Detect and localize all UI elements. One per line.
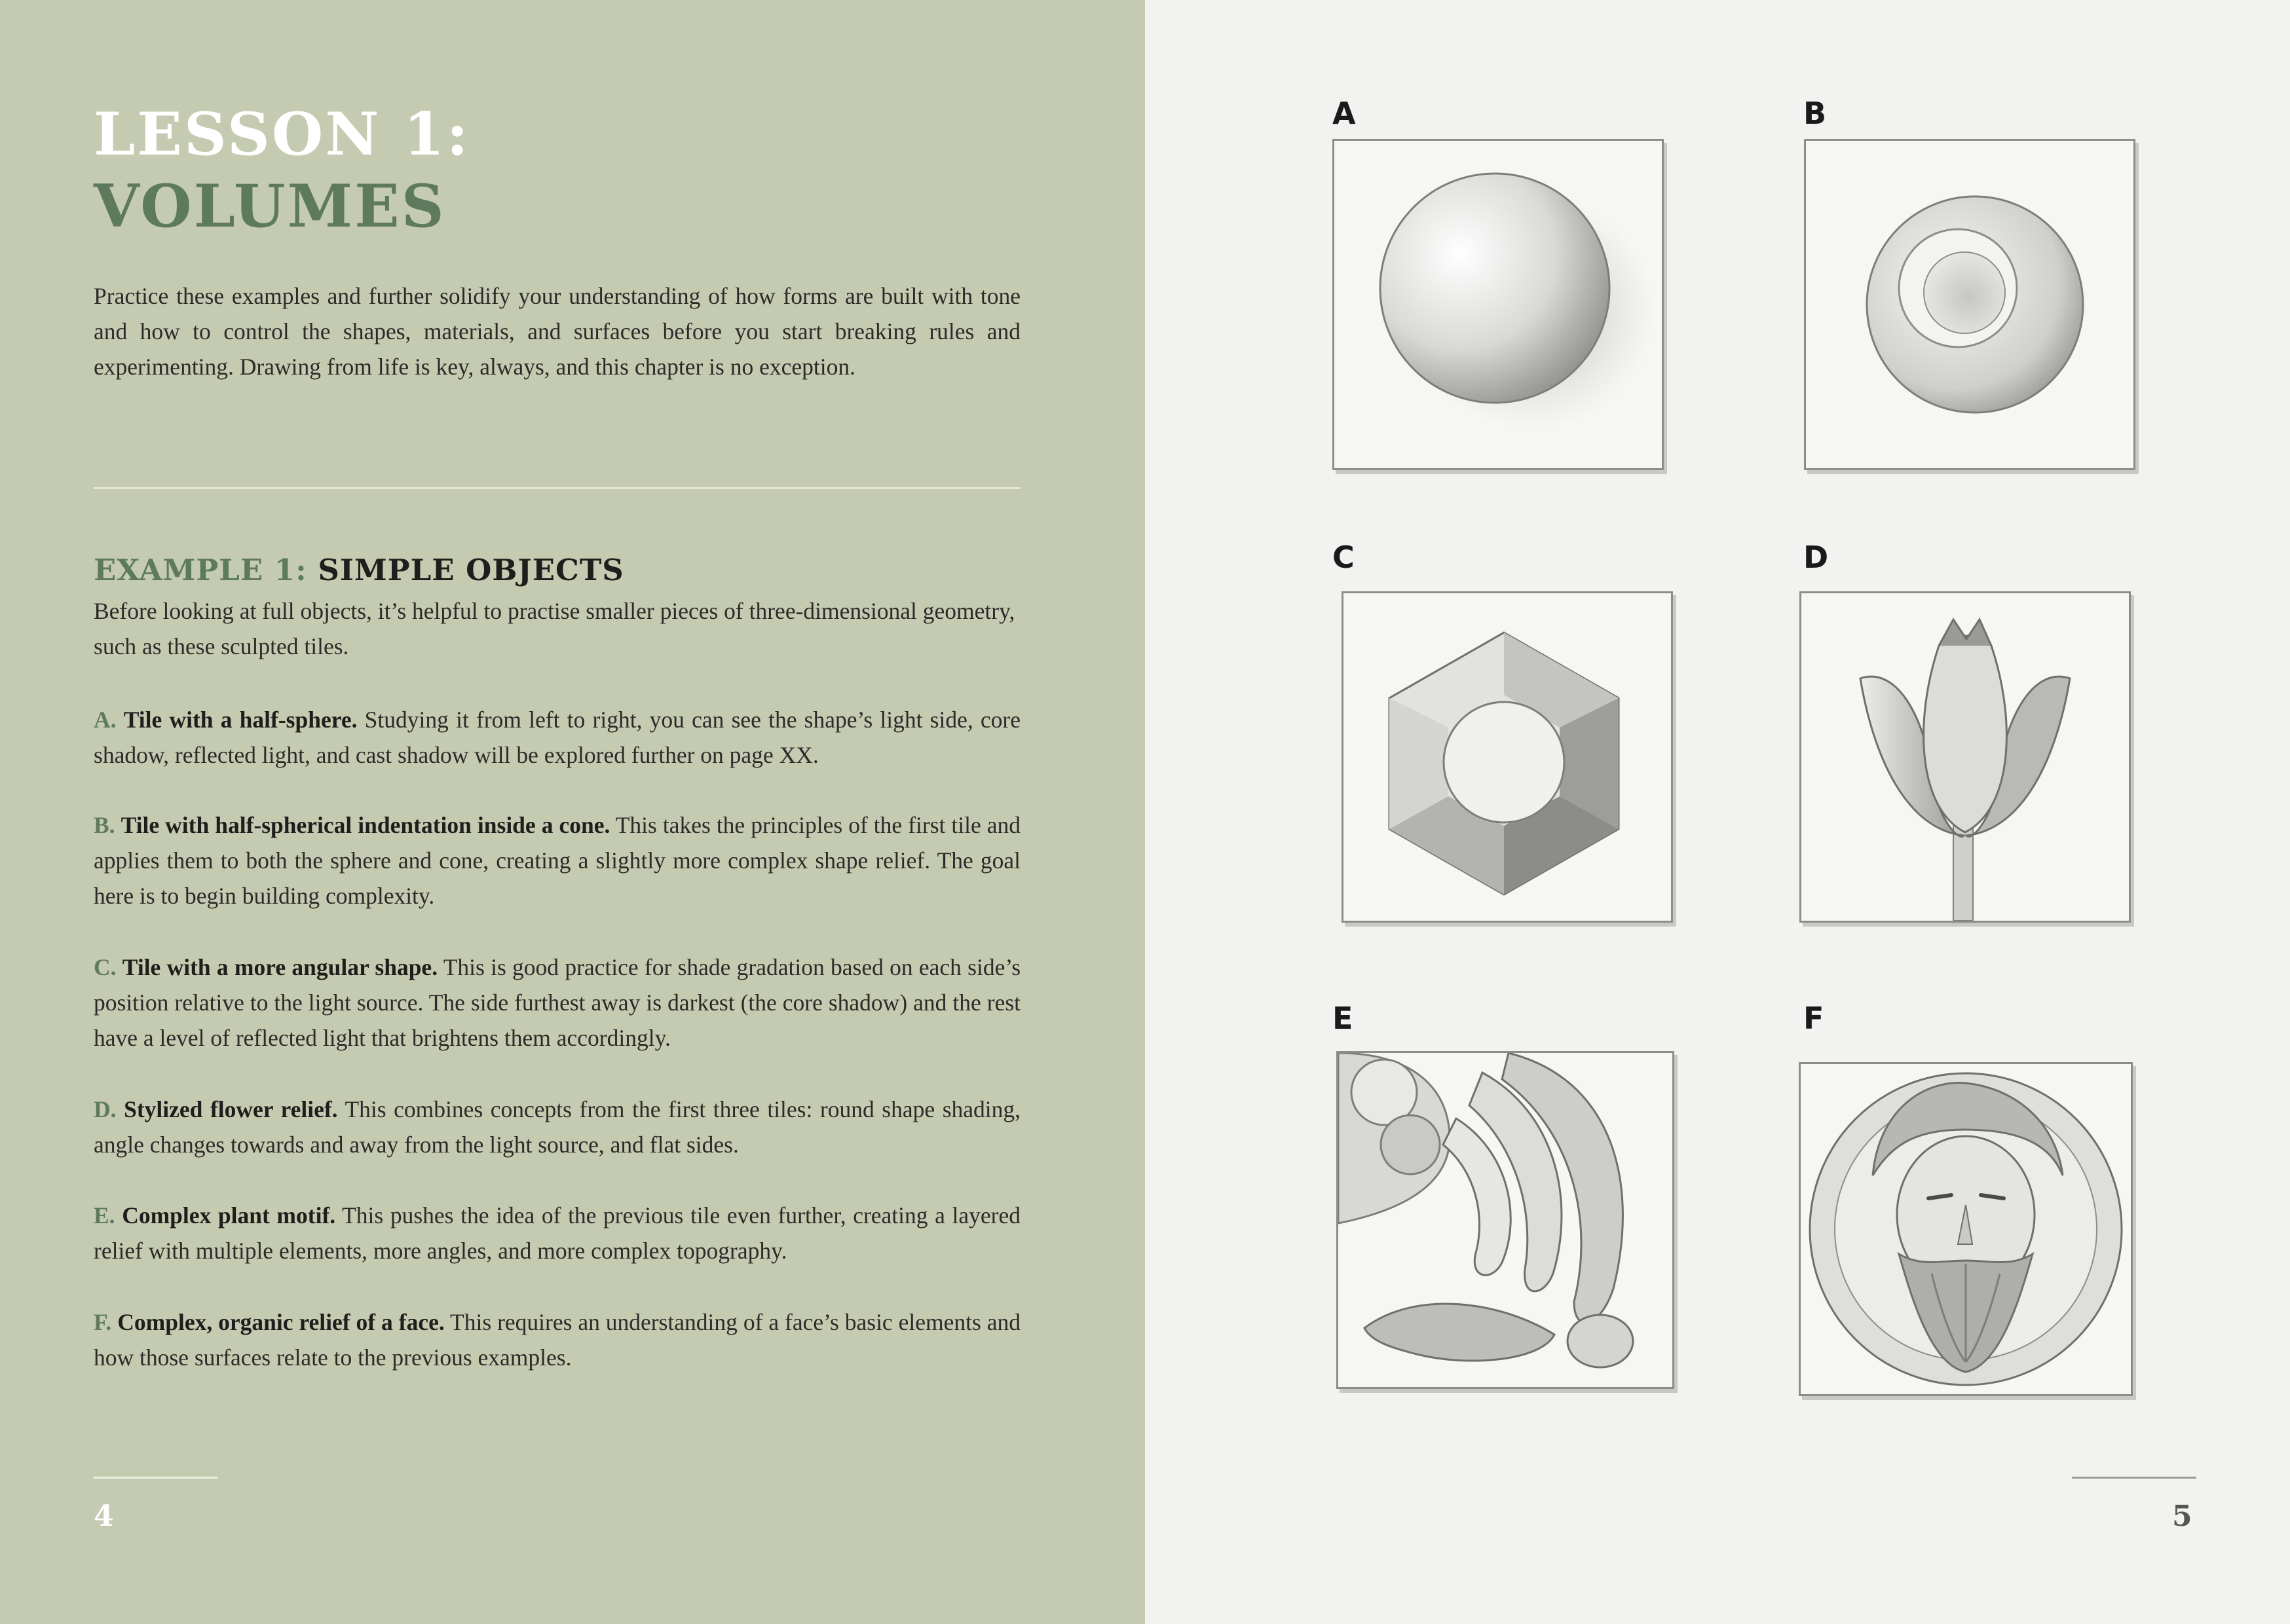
item-d bbox=[94, 1092, 1021, 1162]
example-intro: Before looking at full objects, it’s helpful to practise smaller pieces of three-dimensional geometry, such as these sculpted tiles. bbox=[94, 598, 1015, 659]
tile-b-cone-indentation bbox=[1804, 139, 2135, 470]
item-lead: Tile with a more angular shape. bbox=[122, 954, 438, 980]
item-lead: Tile with a half-sphere. bbox=[123, 707, 358, 733]
tile-f-face-relief bbox=[1799, 1062, 2133, 1396]
item-text: This is good practice for shade gradation based on each side’s position relative to the light source. The side furthest away is darkest (the core shadow) and the rest have a level of reflected light that brightens them accordingly. bbox=[94, 954, 1021, 1051]
item-text: This requires an understanding of a face’s basic elements and how those surfaces relate to the previous examples. bbox=[94, 1309, 1021, 1371]
item-letter: F. bbox=[94, 1309, 112, 1335]
item-lead: Complex plant motif. bbox=[122, 1202, 336, 1228]
page-number-left: 4 bbox=[94, 1500, 114, 1533]
lesson-intro: Practice these examples and further solidify your understanding of how forms are built with tone and how to control the shapes, materials, and surfaces before you start breaking rules and experimenting. Drawing from life is key, always, and this chapter is no exception. bbox=[94, 283, 1021, 380]
tile-d-flower bbox=[1799, 591, 2131, 923]
item-letter: C. bbox=[94, 954, 117, 980]
tile-label-a: A bbox=[1332, 96, 1356, 131]
item-letter: B. bbox=[94, 812, 115, 838]
tile-label-d: D bbox=[1803, 540, 1829, 575]
tile-c-hexagon bbox=[1342, 591, 1673, 923]
section-divider bbox=[94, 487, 1021, 489]
item-lead: Stylized flower relief. bbox=[124, 1096, 338, 1122]
example-title: SIMPLE OBJECTS bbox=[318, 553, 624, 587]
tile-label-e: E bbox=[1332, 1001, 1353, 1036]
tile-label-b: B bbox=[1803, 96, 1827, 131]
lesson-title-number: LESSON 1: bbox=[94, 100, 470, 169]
item-lead: Complex, organic relief of a face. bbox=[117, 1309, 445, 1335]
example-label: EXAMPLE 1: bbox=[94, 553, 307, 587]
item-letter: E. bbox=[94, 1202, 115, 1228]
footer-rule-left bbox=[94, 1477, 218, 1479]
item-b bbox=[94, 807, 1021, 913]
item-a bbox=[94, 702, 1021, 773]
item-letter: A. bbox=[94, 707, 117, 733]
tile-label-f: F bbox=[1803, 1001, 1824, 1036]
tile-label-c: C bbox=[1332, 540, 1355, 575]
item-f bbox=[94, 1304, 1021, 1375]
tile-e-plant-motif bbox=[1336, 1051, 1674, 1389]
footer-rule-right bbox=[2072, 1477, 2196, 1479]
item-e bbox=[94, 1198, 1021, 1268]
item-text: This takes the principles of the first tile and applies them to both the sphere and cone, creating a slightly more complex shape relief. The goal here is to begin building complexity. bbox=[94, 812, 1021, 909]
item-text: This combines concepts from the first three tiles: round shape shading, angle changes towards and away from the light source, and flat sides. bbox=[94, 1096, 1021, 1158]
item-text: Studying it from left to right, you can see the shape’s light side, core shadow, reflected light, and cast shadow will be explored further on page XX. bbox=[94, 707, 1021, 768]
page-number-right: 5 bbox=[2172, 1500, 2192, 1533]
item-c bbox=[94, 950, 1021, 1056]
lesson-title-name: VOLUMES bbox=[94, 172, 446, 241]
item-letter: D. bbox=[94, 1096, 117, 1122]
example-heading bbox=[94, 555, 624, 585]
tile-a-half-sphere bbox=[1332, 139, 1664, 470]
item-text: This pushes the idea of the previous tile even further, creating a layered relief with multiple elements, more angles, and more complex topography. bbox=[94, 1202, 1021, 1264]
item-lead: Tile with half-spherical indentation inside a cone. bbox=[121, 812, 610, 838]
